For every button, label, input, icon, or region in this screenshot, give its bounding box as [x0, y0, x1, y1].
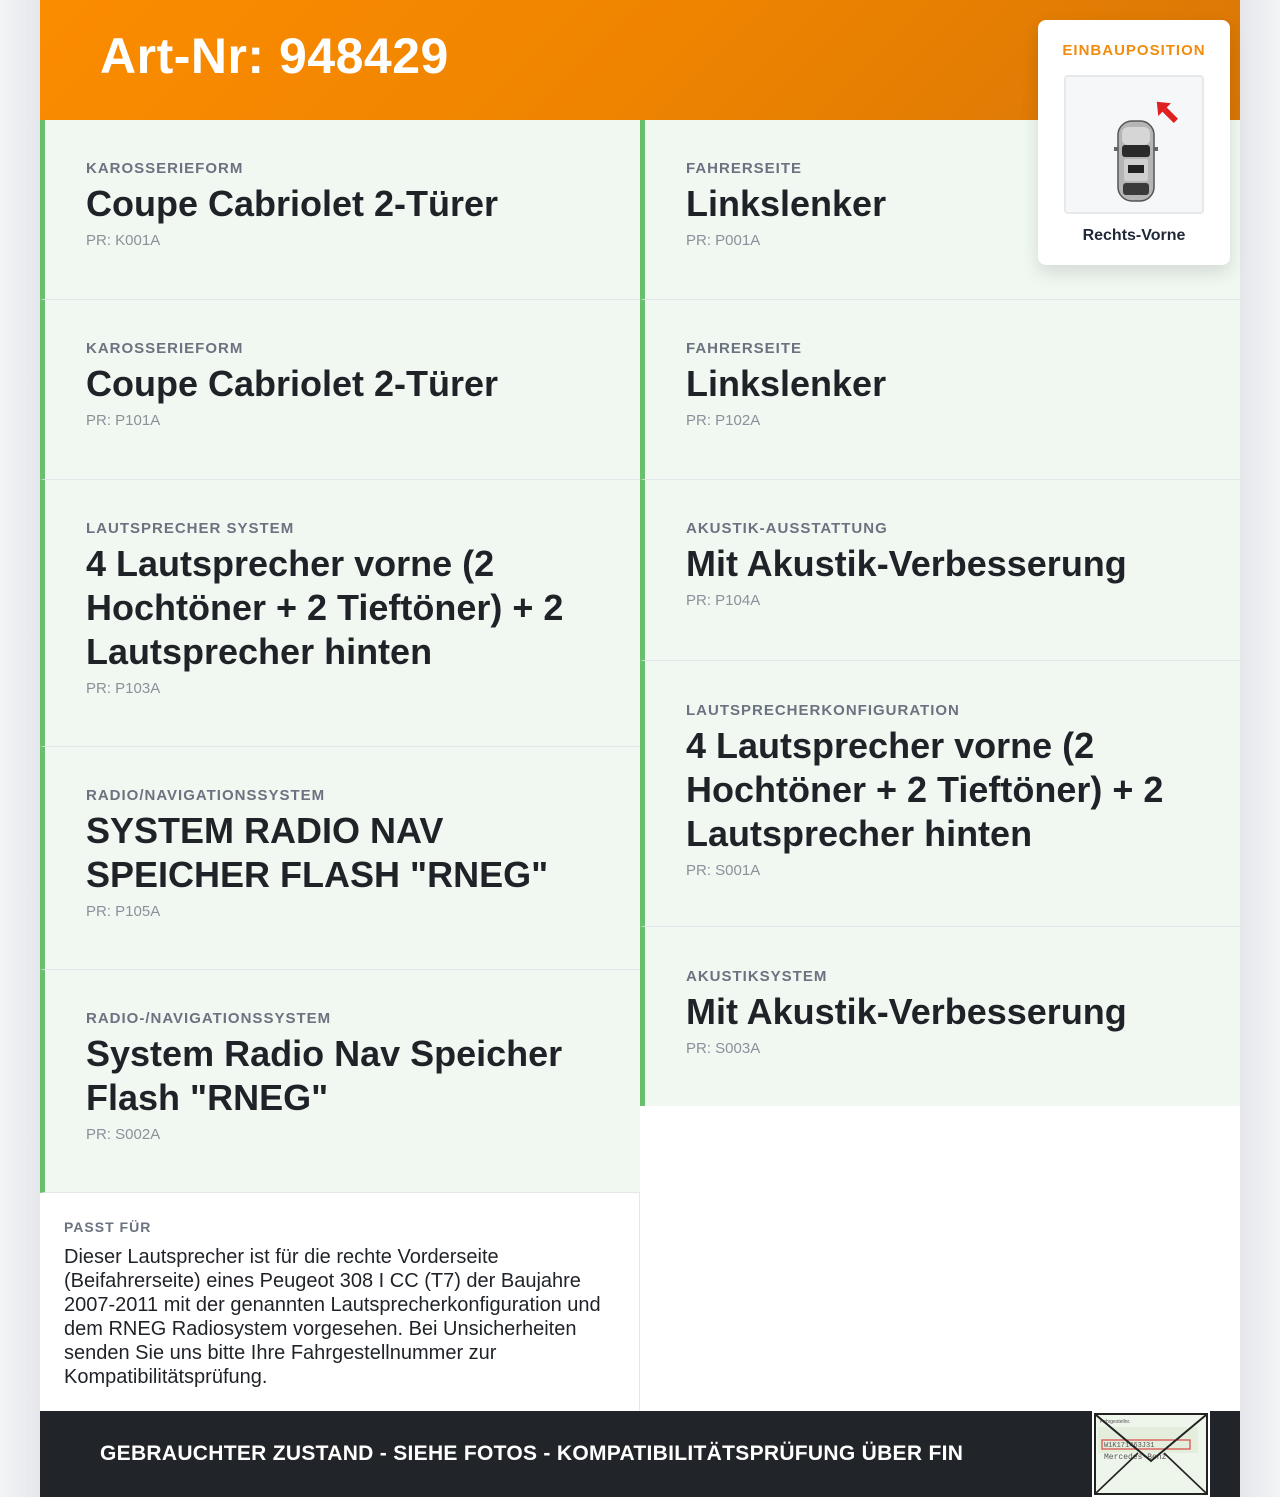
spec-value: Linkslenker — [686, 363, 887, 404]
spec-card — [40, 120, 640, 300]
position-label: EINBAUPOSITION — [1062, 42, 1206, 59]
spec-code: PR: P101A — [86, 412, 161, 429]
spec-code: PR: P001A — [686, 232, 761, 249]
spec-code: PR: K001A — [86, 232, 161, 249]
spec-value: Coupe Cabriolet 2-Türer — [86, 183, 499, 224]
spec-value: 4 Lautsprecher vorne (2 Hochtöner + 2 Tieftöner) + 2 Lautsprecher hinten — [686, 725, 1164, 854]
spec-code: PR: S002A — [86, 1126, 161, 1143]
spec-card — [640, 927, 1240, 1106]
spec-card — [40, 480, 640, 747]
right-column — [640, 120, 1240, 1106]
position-caption: Rechts-Vorne — [1082, 227, 1186, 244]
spec-label: FAHRERSEITE — [686, 340, 803, 357]
spec-label: KAROSSERIEFORM — [86, 340, 244, 357]
spec-label: AKUSTIKSYSTEM — [686, 968, 828, 985]
spec-code: PR: P105A — [86, 903, 161, 920]
spec-code: PR: S001A — [686, 862, 761, 879]
spec-label: RADIO-/NAVIGATIONSSYSTEM — [86, 1010, 332, 1027]
spec-value: Mit Akustik-Verbesserung — [686, 991, 1127, 1032]
fitment-label: PASST FÜR — [64, 1219, 152, 1235]
footer-bar — [40, 1411, 1240, 1497]
car-top-view-with-arrow-icon — [1066, 77, 1202, 212]
spec-label: LAUTSPRECHER SYSTEM — [86, 520, 295, 537]
article-number-title: Art-Nr: 948429 — [100, 28, 449, 84]
spec-card — [640, 300, 1240, 480]
spec-label: AKUSTIK-AUSSTATTUNG — [686, 520, 888, 537]
spec-card — [640, 661, 1240, 927]
fin-envelope-image — [1092, 1411, 1210, 1497]
spec-value: System Radio Nav Speicher Flash "RNEG" — [86, 1033, 563, 1118]
spec-code: PR: P102A — [686, 412, 761, 429]
spec-value: Linkslenker — [686, 183, 887, 224]
spec-value: SYSTEM RADIO NAV SPEICHER FLASH "RNEG" — [86, 810, 549, 895]
svg-text:Mercedes-Benz: Mercedes-Benz — [1104, 1453, 1167, 1462]
svg-text:W1K171463J31: W1K171463J31 — [1104, 1442, 1155, 1450]
spec-value: Coupe Cabriolet 2-Türer — [86, 363, 499, 404]
spec-card — [640, 480, 1240, 661]
spec-value: 4 Lautsprecher vorne (2 Hochtöner + 2 Tieftöner) + 2 Lautsprecher hinten — [86, 543, 564, 672]
position-image — [1064, 75, 1204, 214]
envelope-vin-document-icon — [1094, 1413, 1208, 1495]
installation-position-card — [1038, 20, 1230, 265]
spec-value: Mit Akustik-Verbesserung — [686, 543, 1127, 584]
spec-card — [40, 747, 640, 970]
svg-text:Fahrgestellnr.: Fahrgestellnr. — [1100, 1419, 1131, 1425]
spec-code: PR: S003A — [686, 1040, 761, 1057]
fitment-text: Dieser Lautsprecher ist für die rechte Vorderseite (Beifahrerseite) eines Peugeot 308 I CC (T7) der Baujahre 2007-2011 mit der genannten Lautsprecherkonfiguration und dem RNEG Radiosystem vorgesehen. Bei Unsicherheiten senden Sie uns bitte Ihre Fahrgestellnummer zur Kompatibilitätsprüfung. — [64, 1246, 601, 1388]
left-column — [40, 120, 640, 1193]
spec-label: RADIO/NAVIGATIONSSYSTEM — [86, 787, 326, 804]
spec-card — [40, 970, 640, 1193]
spec-code: PR: P104A — [686, 592, 761, 609]
spec-card — [40, 300, 640, 480]
spec-label: KAROSSERIEFORM — [86, 160, 244, 177]
fitment-section — [40, 1193, 640, 1411]
spec-label: LAUTSPRECHERKONFIGURATION — [686, 702, 960, 719]
spec-label: FAHRERSEITE — [686, 160, 803, 177]
spec-code: PR: P103A — [86, 680, 161, 697]
page — [40, 0, 1240, 1497]
footer-notice: GEBRAUCHTER ZUSTAND - SIEHE FOTOS - KOMPATIBILITÄTSPRÜFUNG ÜBER FIN — [100, 1442, 964, 1465]
